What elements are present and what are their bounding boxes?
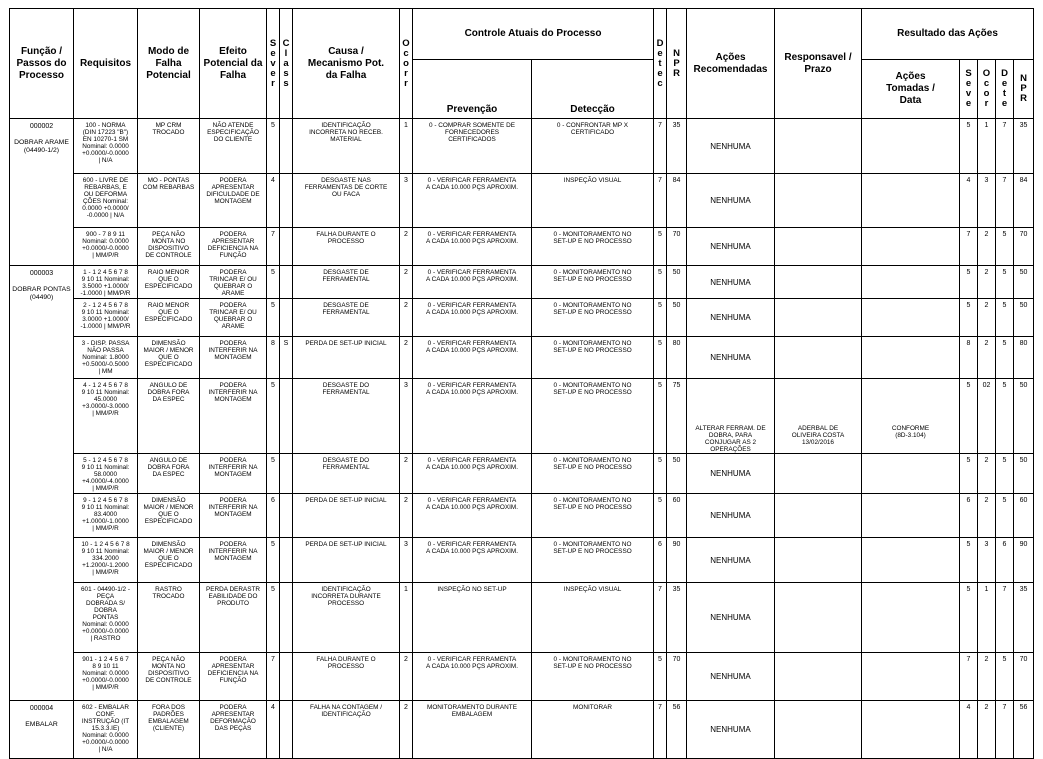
result-oco-cell: 2: [978, 494, 996, 538]
prevencao-cell: 0 - VERIFICAR FERRAMENTA A CADA 10.000 PÇS APROXIM.: [413, 379, 532, 454]
result-sev-cell: 6: [960, 494, 978, 538]
result-oco-cell: 2: [978, 337, 996, 379]
result-oco-cell: 2: [978, 701, 996, 759]
modo-falha-cell: PEÇA NÃO MONTA NO DISPOSITIVO DE CONTROLE: [138, 653, 200, 701]
ocorrencia-cell: 1: [400, 119, 413, 174]
col-header-detec: D e t e c: [654, 9, 667, 119]
requisito-cell: 601 - 04490-1/2 - PEÇA DOBRADA S/ DOBRA PONTAS Nominal: 0.0000 +0.0000/-0.0000 | RASTRO: [74, 583, 138, 653]
deteccao-value-cell: 5: [654, 653, 667, 701]
modo-falha-cell: DIMENSÃO MAIOR / MENOR QUE O ESPECIFICADO: [138, 538, 200, 583]
deteccao-value-cell: 5: [654, 337, 667, 379]
efeito-cell: PODERA APRESENTAR DEFORMAÇÃO DAS PEÇAS: [200, 701, 267, 759]
modo-falha-cell: ANGULO DE DOBRA FORA DA ESPEC: [138, 379, 200, 454]
acao-recomendada-cell: NENHUMA: [687, 653, 775, 701]
acao-recomendada-cell: NENHUMA: [687, 174, 775, 228]
function-name: EMBALAR: [25, 721, 58, 728]
npr-cell: 35: [667, 583, 687, 653]
result-sev-cell: 7: [960, 653, 978, 701]
deteccao-value-cell: 5: [654, 494, 667, 538]
table-row: [10, 653, 1034, 701]
acao-recomendada-cell: ALTERAR FERRAM. DE DOBRA, PARA CONJUGAR AS 2 OPERAÇÕES: [687, 379, 775, 454]
acao-recomendada-cell: NENHUMA: [687, 538, 775, 583]
col-header-funcao: Função / Passos do Processo: [10, 9, 74, 119]
classe-cell: [280, 494, 293, 538]
severidade-cell: 5: [267, 379, 280, 454]
col-header-result-oco: O c o r: [978, 60, 996, 119]
modo-falha-cell: ANGULO DE DOBRA FORA DA ESPEC: [138, 454, 200, 494]
responsavel-cell: [775, 653, 862, 701]
fmea-body: [10, 119, 1034, 759]
col-header-modo-falha: Modo de Falha Potencial: [138, 9, 200, 119]
acao-tomada-cell: [862, 299, 960, 337]
result-det-cell: 5: [996, 454, 1014, 494]
acao-recomendada-cell: NENHUMA: [687, 701, 775, 759]
responsavel-cell: [775, 583, 862, 653]
result-npr-cell: 35: [1014, 119, 1034, 174]
function-code: 000002: [29, 123, 54, 130]
ocorrencia-cell: 3: [400, 379, 413, 454]
result-det-cell: 5: [996, 266, 1014, 299]
result-oco-cell: 3: [978, 538, 996, 583]
prevencao-cell: 0 - VERIFICAR FERRAMENTA A CADA 10.000 PÇS APROXIM.: [413, 653, 532, 701]
table-row: [10, 266, 1034, 299]
result-sev-cell: 5: [960, 299, 978, 337]
result-npr-cell: 90: [1014, 538, 1034, 583]
result-oco-cell: 2: [978, 653, 996, 701]
col-header-responsavel: Responsavel / Prazo: [775, 9, 862, 119]
result-det-cell: 7: [996, 701, 1014, 759]
causa-cell: FALHA DURANTE O PROCESSO: [293, 653, 400, 701]
responsavel-cell: [775, 266, 862, 299]
responsavel-cell: [775, 299, 862, 337]
col-header-acoes-tomadas: Ações Tomadas / Data: [862, 60, 960, 119]
result-oco-cell: 3: [978, 174, 996, 228]
npr-cell: 50: [667, 299, 687, 337]
classe-cell: [280, 299, 293, 337]
classe-cell: S: [280, 337, 293, 379]
classe-cell: [280, 266, 293, 299]
modo-falha-cell: FORA DOS PADRÕES EMBALAGEM (CLIENTE): [138, 701, 200, 759]
severidade-cell: 5: [267, 119, 280, 174]
acao-tomada-cell: [862, 228, 960, 266]
responsavel-cell: [775, 538, 862, 583]
fmea-table: [9, 8, 1034, 759]
responsavel-cell: [775, 174, 862, 228]
requisito-cell: 10 - 1 2 4 5 6 7 8 9 10 11 Nominal: 334.2000 +1.2000/-1.2000 | MM/P/R: [74, 538, 138, 583]
modo-falha-cell: RASTRO TROCADO: [138, 583, 200, 653]
result-det-cell: 7: [996, 174, 1014, 228]
causa-cell: PERDA DE SET-UP INICIAL: [293, 337, 400, 379]
classe-cell: [280, 174, 293, 228]
causa-cell: PERDA DE SET-UP INICIAL: [293, 538, 400, 583]
ocorrencia-cell: 3: [400, 174, 413, 228]
ocorrencia-cell: 2: [400, 653, 413, 701]
severidade-cell: 5: [267, 538, 280, 583]
ocorrencia-cell: 2: [400, 494, 413, 538]
prevencao-cell: INSPEÇÃO NO SET-UP: [413, 583, 532, 653]
acao-tomada-cell: CONFORME (8D-3.104): [862, 379, 960, 454]
deteccao-cell: 0 - MONITORAMENTO NO SET-UP E NO PROCESSO: [532, 266, 654, 299]
modo-falha-cell: DIMENSÃO MAIOR / MENOR QUE O ESPECIFICADO: [138, 494, 200, 538]
result-npr-cell: 50: [1014, 299, 1034, 337]
causa-cell: IDENTIFICAÇÃO INCORRETA NO RECEB. MATERIAL: [293, 119, 400, 174]
result-det-cell: 5: [996, 299, 1014, 337]
col-header-class: C l a s s: [280, 9, 293, 119]
result-npr-cell: 60: [1014, 494, 1034, 538]
acao-tomada-cell: [862, 653, 960, 701]
acao-recomendada-cell: NENHUMA: [687, 266, 775, 299]
deteccao-cell: INSPEÇÃO VISUAL: [532, 583, 654, 653]
severidade-cell: 5: [267, 454, 280, 494]
efeito-cell: PODERA INTERFERIR NA MONTAGEM: [200, 494, 267, 538]
result-det-cell: 5: [996, 653, 1014, 701]
result-oco-cell: 2: [978, 299, 996, 337]
acao-recomendada-cell: NENHUMA: [687, 228, 775, 266]
result-npr-cell: 50: [1014, 266, 1034, 299]
causa-cell: IDENTIFICAÇÃO INCORRETA DURANTE PROCESSO: [293, 583, 400, 653]
npr-cell: 84: [667, 174, 687, 228]
result-det-cell: 6: [996, 538, 1014, 583]
responsavel-cell: ADERBAL DE OLIVEIRA COSTA 13/02/2016: [775, 379, 862, 454]
efeito-cell: PODERA INTERFERIR NA MONTAGEM: [200, 337, 267, 379]
acao-recomendada-cell: NENHUMA: [687, 454, 775, 494]
result-sev-cell: 4: [960, 174, 978, 228]
function-name: DOBRAR ARAME (04490-1/2): [14, 139, 69, 154]
result-det-cell: 7: [996, 119, 1014, 174]
result-oco-cell: 1: [978, 583, 996, 653]
requisito-cell: 3 - DISP. PASSA NÃO PASSA Nominal: 1.8000 +0.5000/-0.5000 | MM: [74, 337, 138, 379]
table-row: [10, 583, 1034, 653]
prevencao-cell: 0 - VERIFICAR FERRAMENTA A CADA 10.000 PÇS APROXIM.: [413, 337, 532, 379]
severidade-cell: 5: [267, 299, 280, 337]
result-sev-cell: 5: [960, 379, 978, 454]
result-npr-cell: 80: [1014, 337, 1034, 379]
result-sev-cell: 5: [960, 583, 978, 653]
npr-cell: 60: [667, 494, 687, 538]
result-oco-cell: 02: [978, 379, 996, 454]
severidade-cell: 8: [267, 337, 280, 379]
acao-tomada-cell: [862, 266, 960, 299]
severidade-cell: 5: [267, 583, 280, 653]
severidade-cell: 5: [267, 266, 280, 299]
efeito-cell: PODERA TRINCAR E/ OU QUEBRAR O ARAME: [200, 299, 267, 337]
classe-cell: [280, 538, 293, 583]
table-row: [10, 228, 1034, 266]
modo-falha-cell: PEÇA NÃO MONTA NO DISPOSITIVO DE CONTROLE: [138, 228, 200, 266]
efeito-cell: PODERA APRESENTAR DIFICULDADE DE MONTAGEM: [200, 174, 267, 228]
npr-cell: 80: [667, 337, 687, 379]
col-header-result-det: D e t e: [996, 60, 1014, 119]
ocorrencia-cell: 3: [400, 538, 413, 583]
requisito-cell: 2 - 1 2 4 5 6 7 8 9 10 11 Nominal: 3.0000 +1.0000/ -1.0000 | MM/P/R: [74, 299, 138, 337]
ocorrencia-cell: 2: [400, 228, 413, 266]
efeito-cell: PODERA INTERFERIR NA MONTAGEM: [200, 538, 267, 583]
efeito-cell: PODERA INTERFERIR NA MONTAGEM: [200, 454, 267, 494]
classe-cell: [280, 379, 293, 454]
responsavel-cell: [775, 494, 862, 538]
severidade-cell: 4: [267, 701, 280, 759]
function-code: 000003: [29, 270, 54, 277]
table-row: [10, 379, 1034, 454]
severidade-cell: 7: [267, 653, 280, 701]
efeito-cell: PERDA DERASTR EABILIDADE DO PRODUTO: [200, 583, 267, 653]
result-oco-cell: 1: [978, 119, 996, 174]
result-oco-cell: 2: [978, 228, 996, 266]
col-header-requisitos: Requisitos: [74, 9, 138, 119]
function-cell: [10, 119, 74, 266]
prevencao-cell: 0 - VERIFICAR FERRAMENTA A CADA 10.000 PÇS APROXIM.: [413, 494, 532, 538]
prevencao-cell: 0 - VERIFICAR FERRAMENTA A CADA 10.000 PÇS APROXIM.: [413, 538, 532, 583]
function-name: DOBRAR PONTAS (04490): [12, 286, 71, 301]
severidade-cell: 7: [267, 228, 280, 266]
severidade-cell: 6: [267, 494, 280, 538]
result-det-cell: 5: [996, 337, 1014, 379]
result-det-cell: 5: [996, 494, 1014, 538]
col-header-result-sev: S e v e: [960, 60, 978, 119]
efeito-cell: NÃO ATENDE ESPECIFICAÇÃO DO CLIENTE: [200, 119, 267, 174]
col-header-prevencao: Prevenção: [413, 60, 532, 119]
col-header-causa: Causa / Mecanismo Pot. da Falha: [293, 9, 400, 119]
deteccao-value-cell: 7: [654, 583, 667, 653]
result-sev-cell: 5: [960, 119, 978, 174]
deteccao-cell: 0 - MONITORAMENTO NO SET-UP E NO PROCESSO: [532, 228, 654, 266]
function-cell: [10, 701, 74, 759]
result-npr-cell: 70: [1014, 653, 1034, 701]
classe-cell: [280, 119, 293, 174]
causa-cell: FALHA DURANTE O PROCESSO: [293, 228, 400, 266]
deteccao-cell: 0 - MONITORAMENTO NO SET-UP E NO PROCESSO: [532, 337, 654, 379]
causa-cell: DESGASTE DE FERRAMENTAL: [293, 299, 400, 337]
table-row: [10, 299, 1034, 337]
classe-cell: [280, 653, 293, 701]
requisito-cell: 900 - 7 8 9 11 Nominal: 0.0000 +0.0000/-0.0000 | MM/P/R: [74, 228, 138, 266]
result-det-cell: 7: [996, 583, 1014, 653]
result-npr-cell: 84: [1014, 174, 1034, 228]
acao-tomada-cell: [862, 494, 960, 538]
acao-recomendada-cell: NENHUMA: [687, 494, 775, 538]
deteccao-value-cell: 7: [654, 119, 667, 174]
col-header-ocorr: O c o r r: [400, 9, 413, 119]
efeito-cell: PODERA TRINCAR E/ OU QUEBRAR O ARAME: [200, 266, 267, 299]
table-row: [10, 494, 1034, 538]
classe-cell: [280, 583, 293, 653]
requisito-cell: 9 - 1 2 4 5 6 7 8 9 10 11 Nominal: 83.4000 +1.0000/-1.0000 | MM/P/R: [74, 494, 138, 538]
result-sev-cell: 5: [960, 538, 978, 583]
acao-recomendada-cell: NENHUMA: [687, 583, 775, 653]
ocorrencia-cell: 2: [400, 337, 413, 379]
result-sev-cell: 4: [960, 701, 978, 759]
responsavel-cell: [775, 454, 862, 494]
result-sev-cell: 7: [960, 228, 978, 266]
acao-recomendada-cell: NENHUMA: [687, 337, 775, 379]
responsavel-cell: [775, 337, 862, 379]
table-row: [10, 337, 1034, 379]
prevencao-cell: 0 - VERIFICAR FERRAMENTA A CADA 10.000 PÇS APROXIM.: [413, 299, 532, 337]
efeito-cell: PODERA APRESENTAR DEFICIENCIA NA FUNÇÃO: [200, 653, 267, 701]
ocorrencia-cell: 2: [400, 299, 413, 337]
causa-cell: DESGASTE DO FERRAMENTAL: [293, 454, 400, 494]
acao-tomada-cell: [862, 119, 960, 174]
deteccao-value-cell: 5: [654, 454, 667, 494]
deteccao-value-cell: 5: [654, 266, 667, 299]
acao-tomada-cell: [862, 174, 960, 228]
ocorrencia-cell: 2: [400, 454, 413, 494]
responsavel-cell: [775, 228, 862, 266]
npr-cell: 50: [667, 454, 687, 494]
modo-falha-cell: MP CRM TROCADO: [138, 119, 200, 174]
npr-cell: 90: [667, 538, 687, 583]
result-sev-cell: 5: [960, 454, 978, 494]
prevencao-cell: 0 - VERIFICAR FERRAMENTA A CADA 10.000 PÇS APROXIM.: [413, 174, 532, 228]
ocorrencia-cell: 2: [400, 266, 413, 299]
efeito-cell: PODERA APRESENTAR DEFICIENCIA NA FUNÇÃO: [200, 228, 267, 266]
table-row: [10, 119, 1034, 174]
requisito-cell: 4 - 1 2 4 5 6 7 8 9 10 11 Nominal: 45.0000 +3.0000/-3.0000 | MM/P/R: [74, 379, 138, 454]
npr-cell: 70: [667, 228, 687, 266]
classe-cell: [280, 701, 293, 759]
result-oco-cell: 2: [978, 454, 996, 494]
npr-cell: 35: [667, 119, 687, 174]
deteccao-value-cell: 5: [654, 228, 667, 266]
col-header-acoes-recomendadas: Ações Recomendadas: [687, 9, 775, 119]
requisito-cell: 100 - NORMA (DIN 17223 "B") EN 10270-1 SM Nominal: 0.0000 +0.0000/-0.0000 | N/A: [74, 119, 138, 174]
causa-cell: DESGASTE NAS FERRAMENTAS DE CORTE OU FACA: [293, 174, 400, 228]
npr-cell: 56: [667, 701, 687, 759]
result-det-cell: 5: [996, 379, 1014, 454]
col-header-npr: N P R: [667, 9, 687, 119]
result-npr-cell: 50: [1014, 379, 1034, 454]
requisito-cell: 5 - 1 2 4 5 6 7 8 9 10 11 Nominal: 58.0000 +4.0000/-4.0000 | MM/P/R: [74, 454, 138, 494]
header-row-1: [10, 9, 1034, 60]
prevencao-cell: 0 - VERIFICAR FERRAMENTA A CADA 10.000 PÇS APROXIM.: [413, 454, 532, 494]
result-npr-cell: 70: [1014, 228, 1034, 266]
modo-falha-cell: RAIO MENOR QUE O ESPECIFICADO: [138, 266, 200, 299]
result-npr-cell: 35: [1014, 583, 1034, 653]
causa-cell: DESGASTE DE FERRAMENTAL: [293, 266, 400, 299]
function-code: 000004: [29, 705, 54, 712]
prevencao-cell: MONITORAMENTO DURANTE EMBALAGEM: [413, 701, 532, 759]
table-row: [10, 174, 1034, 228]
deteccao-value-cell: 7: [654, 174, 667, 228]
table-row: [10, 454, 1034, 494]
col-header-deteccao: Detecção: [532, 60, 654, 119]
acao-tomada-cell: [862, 337, 960, 379]
acao-recomendada-cell: NENHUMA: [687, 119, 775, 174]
requisito-cell: 1 - 1 2 4 5 6 7 8 9 10 11 Nominal: 3.5000 +1.0000/ -1.0000 | MM/P/R: [74, 266, 138, 299]
result-oco-cell: 2: [978, 266, 996, 299]
deteccao-cell: 0 - MONITORAMENTO NO SET-UP E NO PROCESSO: [532, 299, 654, 337]
deteccao-cell: 0 - MONITORAMENTO NO SET-UP E NO PROCESSO: [532, 653, 654, 701]
requisito-cell: 901 - 1 2 4 5 6 7 8 9 10 11 Nominal: 0.0000 +0.0000/-0.0000 | MM/P/R: [74, 653, 138, 701]
modo-falha-cell: MO - PONTAS COM REBARBAS: [138, 174, 200, 228]
result-sev-cell: 5: [960, 266, 978, 299]
ocorrencia-cell: 2: [400, 701, 413, 759]
deteccao-cell: 0 - CONFRONTAR MP X CERTIFICADO: [532, 119, 654, 174]
deteccao-cell: 0 - MONITORAMENTO NO SET-UP E NO PROCESSO: [532, 454, 654, 494]
col-header-controle: Controle Atuais do Processo: [413, 9, 654, 60]
ocorrencia-cell: 1: [400, 583, 413, 653]
severidade-cell: 4: [267, 174, 280, 228]
result-npr-cell: 56: [1014, 701, 1034, 759]
col-header-sever: S e v e r: [267, 9, 280, 119]
acao-tomada-cell: [862, 538, 960, 583]
deteccao-cell: MONITORAR: [532, 701, 654, 759]
deteccao-value-cell: 5: [654, 299, 667, 337]
npr-cell: 50: [667, 266, 687, 299]
result-sev-cell: 8: [960, 337, 978, 379]
modo-falha-cell: DIMENSÃO MAIOR / MENOR QUE O ESPECIFICADO: [138, 337, 200, 379]
table-row: [10, 538, 1034, 583]
classe-cell: [280, 228, 293, 266]
npr-cell: 75: [667, 379, 687, 454]
requisito-cell: 602 - EMBALAR CONF. INSTRUÇÃO (IT 15.3.3.IE) Nominal: 0.0000 +0.0000/-0.0000 | N/A: [74, 701, 138, 759]
acao-tomada-cell: [862, 583, 960, 653]
result-det-cell: 5: [996, 228, 1014, 266]
prevencao-cell: 0 - VERIFICAR FERRAMENTA A CADA 10.000 PÇS APROXIM.: [413, 266, 532, 299]
deteccao-cell: 0 - MONITORAMENTO NO SET-UP E NO PROCESSO: [532, 494, 654, 538]
deteccao-value-cell: 7: [654, 701, 667, 759]
efeito-cell: PODERA INTERFERIR NA MONTAGEM: [200, 379, 267, 454]
prevencao-cell: 0 - VERIFICAR FERRAMENTA A CADA 10.000 PÇS APROXIM.: [413, 228, 532, 266]
deteccao-cell: 0 - MONITORAMENTO NO SET-UP E NO PROCESSO: [532, 379, 654, 454]
deteccao-value-cell: 5: [654, 379, 667, 454]
prevencao-cell: 0 - COMPRAR SOMENTE DE FORNECEDORES CERTIFICADOS: [413, 119, 532, 174]
requisito-cell: 600 - LIVRE DE REBARBAS, E OU DEFORMA ÇÕES Nominal: 0.0000 +0.0000/ -0.0000 | N/A: [74, 174, 138, 228]
causa-cell: PERDA DE SET-UP INICIAL: [293, 494, 400, 538]
col-header-resultado: Resultado das Ações: [862, 9, 1034, 60]
table-row: [10, 701, 1034, 759]
classe-cell: [280, 454, 293, 494]
result-npr-cell: 50: [1014, 454, 1034, 494]
deteccao-cell: INSPEÇÃO VISUAL: [532, 174, 654, 228]
function-cell: [10, 266, 74, 701]
causa-cell: FALHA NA CONTAGEM / IDENTIFICAÇÃO: [293, 701, 400, 759]
acao-recomendada-cell: NENHUMA: [687, 299, 775, 337]
deteccao-cell: 0 - MONITORAMENTO NO SET-UP E NO PROCESSO: [532, 538, 654, 583]
modo-falha-cell: RAIO MENOR QUE O ESPECIFICADO: [138, 299, 200, 337]
npr-cell: 70: [667, 653, 687, 701]
responsavel-cell: [775, 119, 862, 174]
col-header-efeito: Efeito Potencial da Falha: [200, 9, 267, 119]
col-header-result-npr: N P R: [1014, 60, 1034, 119]
responsavel-cell: [775, 701, 862, 759]
acao-tomada-cell: [862, 701, 960, 759]
causa-cell: DESGASTE DO FERRAMENTAL: [293, 379, 400, 454]
acao-tomada-cell: [862, 454, 960, 494]
deteccao-value-cell: 6: [654, 538, 667, 583]
